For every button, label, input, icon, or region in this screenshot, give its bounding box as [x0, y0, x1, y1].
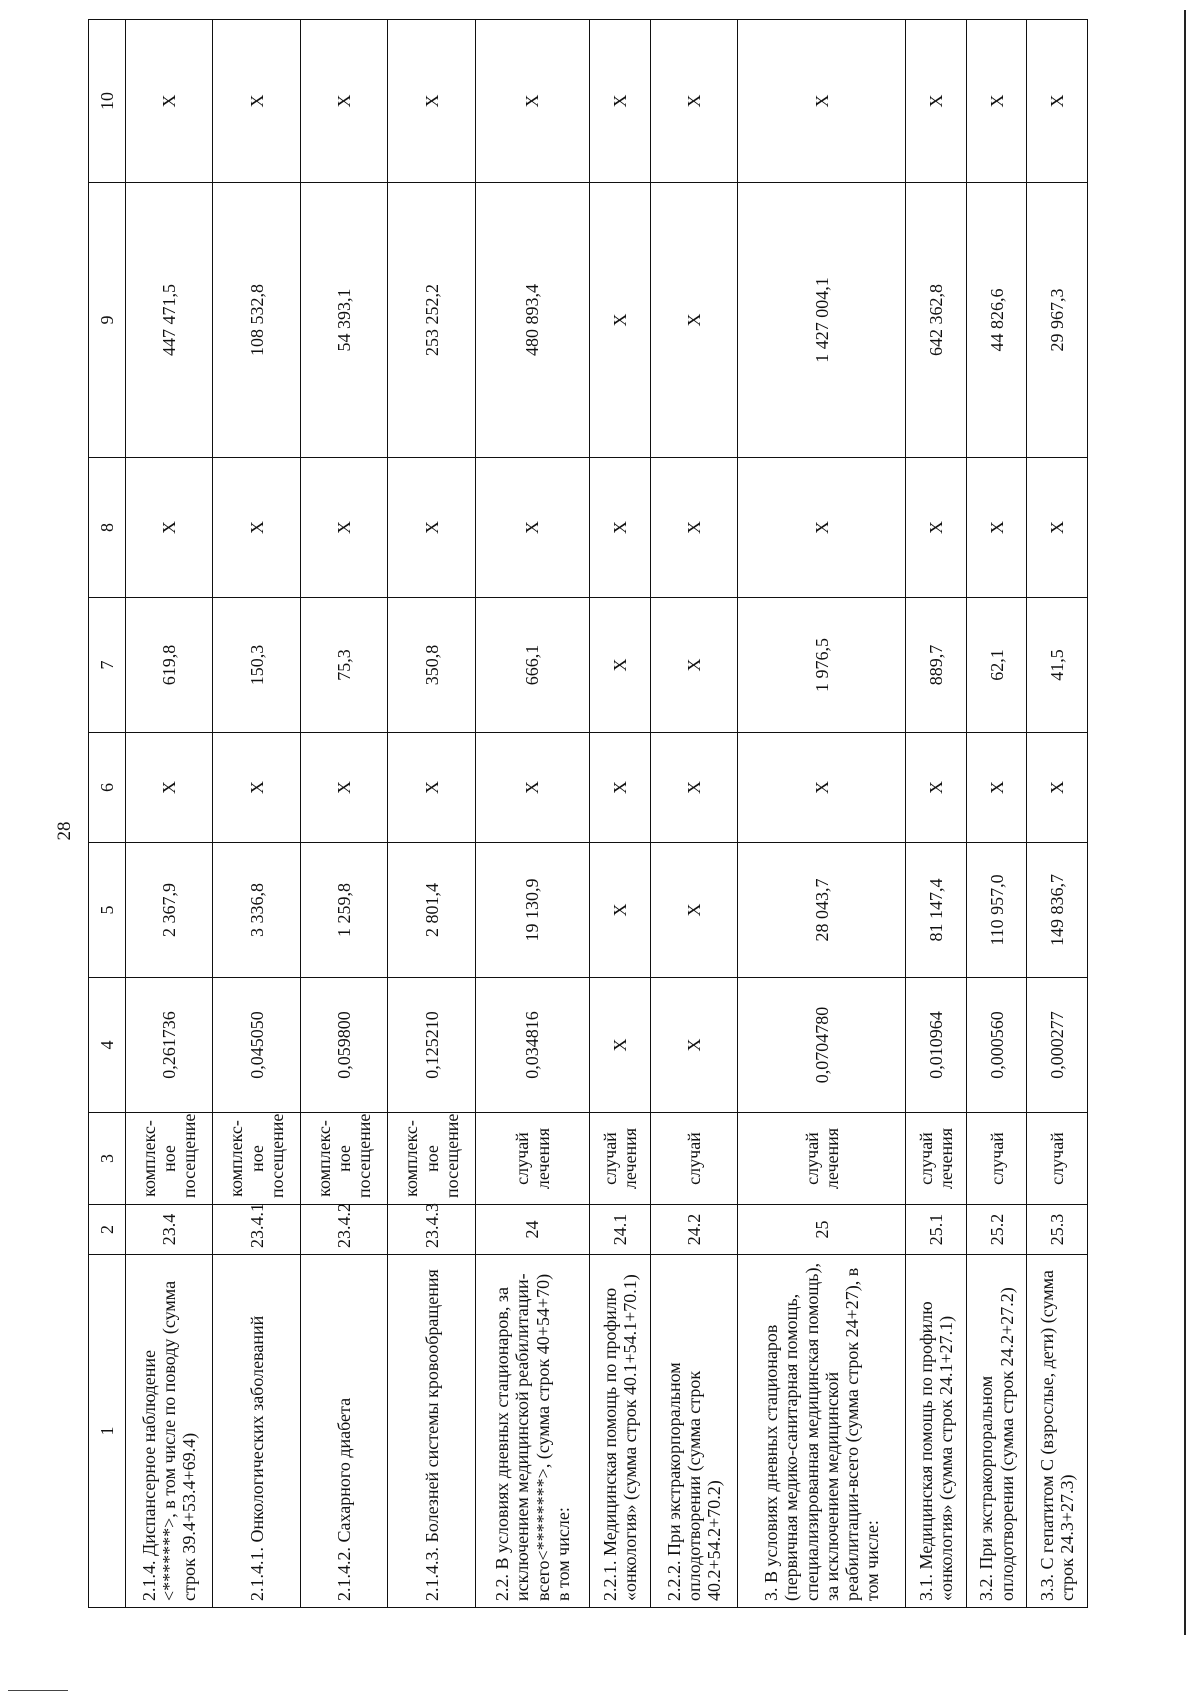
col9-cell: 447 471,5 [126, 183, 213, 458]
col7-cell: 666,1 [475, 598, 589, 733]
col10-cell: Х [213, 20, 300, 183]
col4-cell: Х [590, 978, 651, 1113]
col10-cell: Х [475, 20, 589, 183]
row-code-cell: 25.3 [1027, 1205, 1088, 1255]
col4-cell: 0,000560 [966, 978, 1027, 1113]
col9-cell: 29 967,3 [1027, 183, 1088, 458]
row-code-cell: 24.2 [650, 1205, 737, 1255]
col8-cell: Х [590, 458, 651, 598]
row-name-cell: 3. В условиях дневных стационаров (первичная медико-санитарная помощь, специализированная медицинская помощь), за исключением медицинской реабилитации-всего (сумма строк 24+27), в том числе: [738, 1255, 906, 1608]
column-number-row [89, 20, 126, 1608]
col7-cell: 350,8 [388, 598, 475, 733]
col7-cell: 75,3 [300, 598, 387, 733]
unit-cell: комплекс-ное посещение [388, 1113, 475, 1205]
col6-cell: Х [213, 733, 300, 843]
col4-cell: 0,125210 [388, 978, 475, 1113]
col10-cell: Х [300, 20, 387, 183]
table-row [906, 20, 967, 1608]
unit-cell: случай [650, 1113, 737, 1205]
col6-cell: Х [1027, 733, 1088, 843]
col9-cell: 44 826,6 [966, 183, 1027, 458]
row-name-cell: 2.1.4.1. Онкологических заболеваний [213, 1255, 300, 1608]
col10-cell: Х [966, 20, 1027, 183]
col7-cell: 619,8 [126, 598, 213, 733]
col10-cell: Х [738, 20, 906, 183]
col8-cell: Х [966, 458, 1027, 598]
col9-cell: 1 427 004,1 [738, 183, 906, 458]
col9-cell: Х [590, 183, 651, 458]
col6-cell: Х [300, 733, 387, 843]
col8-cell: Х [126, 458, 213, 598]
table-row [475, 20, 589, 1608]
col8-cell: Х [388, 458, 475, 598]
rotated-table-wrapper [88, 20, 1088, 1608]
col7-cell: Х [650, 598, 737, 733]
col6-cell: Х [388, 733, 475, 843]
column-header: 2 [89, 1205, 126, 1255]
unit-cell: случай [966, 1113, 1027, 1205]
row-code-cell: 23.4.3 [388, 1205, 475, 1255]
table-row [650, 20, 737, 1608]
row-name-cell: 2.2.1. Медицинская помощь по профилю «онкология» (сумма строк 40.1+54.1+70.1) [590, 1255, 651, 1608]
row-code-cell: 25.1 [906, 1205, 967, 1255]
col5-cell: 3 336,8 [213, 843, 300, 978]
row-code-cell: 24.1 [590, 1205, 651, 1255]
unit-cell: случай лечения [475, 1113, 589, 1205]
table-row [300, 20, 387, 1608]
row-name-cell: 2.1.4.2. Сахарного диабета [300, 1255, 387, 1608]
column-header: 5 [89, 843, 126, 978]
col5-cell: 19 130,9 [475, 843, 589, 978]
col5-cell: Х [650, 843, 737, 978]
table-row [590, 20, 651, 1608]
col6-cell: Х [590, 733, 651, 843]
table-row [1027, 20, 1088, 1608]
scan-mark [8, 1690, 68, 1691]
column-header: 6 [89, 733, 126, 843]
row-code-cell: 25.2 [966, 1205, 1027, 1255]
col4-cell: 0,0704780 [738, 978, 906, 1113]
col8-cell: Х [650, 458, 737, 598]
row-name-cell: 3.2. При экстракорпоральном оплодотворении (сумма строк 24.2+27.2) [966, 1255, 1027, 1608]
col7-cell: 150,3 [213, 598, 300, 733]
unit-cell: случай лечения [738, 1113, 906, 1205]
col5-cell: 81 147,4 [906, 843, 967, 978]
col10-cell: Х [650, 20, 737, 183]
col4-cell: Х [650, 978, 737, 1113]
unit-cell: случай лечения [590, 1113, 651, 1205]
col10-cell: Х [590, 20, 651, 183]
col5-cell: 28 043,7 [738, 843, 906, 978]
unit-cell: комплекс-ное посещение [126, 1113, 213, 1205]
col7-cell: 889,7 [906, 598, 967, 733]
col8-cell: Х [1027, 458, 1088, 598]
col9-cell: 480 893,4 [475, 183, 589, 458]
col9-cell: 642 362,8 [906, 183, 967, 458]
row-code-cell: 25 [738, 1205, 906, 1255]
col8-cell: Х [300, 458, 387, 598]
financing-table [88, 19, 1088, 1608]
col6-cell: Х [650, 733, 737, 843]
col5-cell: Х [590, 843, 651, 978]
col8-cell: Х [475, 458, 589, 598]
col8-cell: Х [906, 458, 967, 598]
unit-cell: комплекс-ное посещение [300, 1113, 387, 1205]
row-name-cell: 2.1.4.3. Болезней системы кровообращения [388, 1255, 475, 1608]
col4-cell: 0,034816 [475, 978, 589, 1113]
col9-cell: Х [650, 183, 737, 458]
col4-cell: 0,000277 [1027, 978, 1088, 1113]
scan-edge-line [1184, 10, 1186, 1635]
row-name-cell: 2.1.4. Диспансерное наблюдение <*******>, в том числе по поводу (сумма строк 39.4+53.4+69.4) [126, 1255, 213, 1608]
col6-cell: Х [966, 733, 1027, 843]
row-code-cell: 23.4.2 [300, 1205, 387, 1255]
col8-cell: Х [738, 458, 906, 598]
col5-cell: 149 836,7 [1027, 843, 1088, 978]
col10-cell: Х [1027, 20, 1088, 183]
col6-cell: Х [738, 733, 906, 843]
table-row [388, 20, 475, 1608]
col7-cell: Х [590, 598, 651, 733]
col7-cell: 62,1 [966, 598, 1027, 733]
column-header: 4 [89, 978, 126, 1113]
row-code-cell: 24 [475, 1205, 589, 1255]
column-header: 8 [89, 458, 126, 598]
col10-cell: Х [388, 20, 475, 183]
unit-cell: случай [1027, 1113, 1088, 1205]
col4-cell: 0,045050 [213, 978, 300, 1113]
col7-cell: 41,5 [1027, 598, 1088, 733]
col4-cell: 0,059800 [300, 978, 387, 1113]
col4-cell: 0,010964 [906, 978, 967, 1113]
col6-cell: Х [906, 733, 967, 843]
row-name-cell: 3.1. Медицинская помощь по профилю «онкология» (сумма строк 24.1+27.1) [906, 1255, 967, 1608]
col6-cell: Х [475, 733, 589, 843]
unit-cell: случай лечения [906, 1113, 967, 1205]
col5-cell: 2 801,4 [388, 843, 475, 978]
row-code-cell: 23.4.1 [213, 1205, 300, 1255]
col5-cell: 2 367,9 [126, 843, 213, 978]
row-name-cell: 3.3. С гепатитом С (взрослые, дети) (сумма строк 24.3+27.3) [1027, 1255, 1088, 1608]
column-header: 10 [89, 20, 126, 183]
col9-cell: 253 252,2 [388, 183, 475, 458]
row-name-cell: 2.2. В условиях дневных стационаров, за исключением медицинской реабилитации-всего<********>, (сумма строк 40+54+70) в том числе: [475, 1255, 589, 1608]
table-row [966, 20, 1027, 1608]
col9-cell: 54 393,1 [300, 183, 387, 458]
table-row [738, 20, 906, 1608]
page-number: 28 [54, 821, 75, 841]
col4-cell: 0,261736 [126, 978, 213, 1113]
table-body [126, 20, 1088, 1608]
column-header: 9 [89, 183, 126, 458]
unit-cell: комплекс-ное посещение [213, 1113, 300, 1205]
col6-cell: Х [126, 733, 213, 843]
column-header: 1 [89, 1255, 126, 1608]
col7-cell: 1 976,5 [738, 598, 906, 733]
column-header: 7 [89, 598, 126, 733]
col8-cell: Х [213, 458, 300, 598]
col10-cell: Х [126, 20, 213, 183]
row-name-cell: 2.2.2. При экстракорпоральном оплодотворении (сумма строк 40.2+54.2+70.2) [650, 1255, 737, 1608]
col5-cell: 110 957,0 [966, 843, 1027, 978]
table-row [213, 20, 300, 1608]
column-header: 3 [89, 1113, 126, 1205]
col5-cell: 1 259,8 [300, 843, 387, 978]
table-row [126, 20, 213, 1608]
row-code-cell: 23.4 [126, 1205, 213, 1255]
col10-cell: Х [906, 20, 967, 183]
col9-cell: 108 532,8 [213, 183, 300, 458]
